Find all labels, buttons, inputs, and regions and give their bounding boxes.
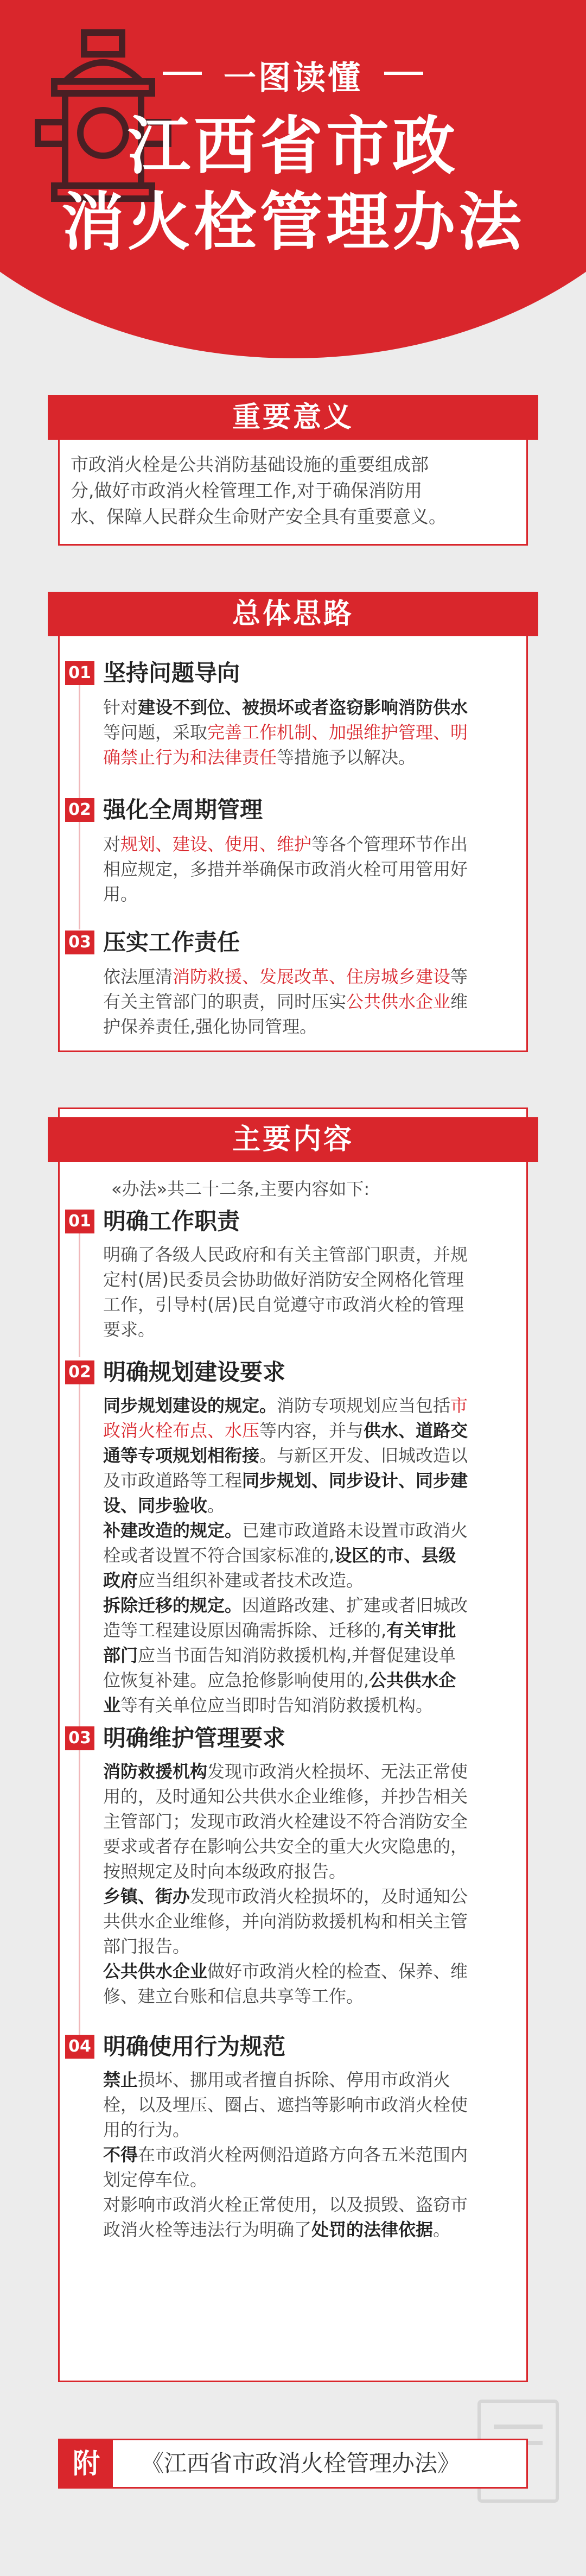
text-run: 共供水企业维修，并向消防救援机构和相关主管 [103, 1911, 468, 1932]
body-line [103, 1014, 513, 1039]
text-run: 同步规划建设的规定。 [103, 1395, 277, 1416]
body-line [103, 1518, 513, 1543]
text-run: 市 [450, 1395, 468, 1416]
body-line [103, 1393, 513, 1418]
body-line [103, 1443, 513, 1468]
text-run: 栓或者设置不符合国家标准的, [103, 1545, 335, 1566]
content-item-number: 01 [65, 1210, 94, 1233]
text-run: 有关审批 [386, 1620, 456, 1641]
body-line [103, 1984, 513, 2009]
approach-item-number: 02 [65, 798, 94, 822]
text-run: 按照规定及时向本级政府报告。 [103, 1861, 347, 1882]
approach-connector [79, 684, 80, 803]
body-line [103, 720, 513, 745]
approach-item-body [103, 695, 513, 770]
text-run: 政消火栓等违法行为明确了 [103, 2219, 312, 2240]
text-run: 公共供水企业 [103, 1961, 208, 1982]
text-run: 等问题，采取 [103, 722, 208, 743]
text-run: 设、同步验收 [103, 1495, 208, 1516]
body-line [103, 1593, 513, 1618]
text-run: 处罚的法律依据 [311, 2219, 434, 2240]
text-run: 发现市政消火栓损坏的，及时通知公 [190, 1886, 468, 1907]
text-run: 等各个管理环节作出 [311, 834, 468, 855]
text-run: 禁止 [103, 2069, 138, 2090]
text-run: 工作，引导村(居)民自觉遵守市政消火栓的管理 [103, 1294, 464, 1315]
significance-heading: 重要意义 [48, 395, 538, 440]
content-connector [79, 1749, 80, 2042]
text-run: 部门报告。 [103, 1936, 190, 1957]
text-run: 。 [207, 1495, 225, 1516]
body-line [103, 2167, 513, 2192]
content-item-title: 明确规划建设要求 [103, 1359, 286, 1385]
body-line [103, 1909, 513, 1934]
text-run: 栓，以及埋压、圈占、遮挡等影响市政消火栓使 [103, 2094, 468, 2115]
text-run: 用的，及时通知公共供水企业维修，并抄告相关 [103, 1786, 468, 1807]
text-run: 规划、建设、使用、维护 [120, 834, 312, 855]
body-line [103, 1693, 513, 1718]
content-item-body [103, 1242, 513, 1342]
content-item-number: 03 [65, 1726, 94, 1750]
text-run: 等专项规划相衔接 [120, 1445, 260, 1466]
body-line [103, 1543, 513, 1568]
text-run: 明确了各级人民政府和有关主管部门职责，并规 [103, 1244, 468, 1265]
content-item-number: 04 [65, 2035, 94, 2059]
body-line [103, 1834, 513, 1859]
text-run: 不得 [103, 2144, 138, 2165]
text-run: 在市政消火栓两侧沿道路方向各五米范围内 [138, 2144, 468, 2165]
significance-line: 分,做好市政消火栓管理工作,对于确保消防用 [71, 480, 422, 501]
body-line [103, 964, 513, 989]
approach-connector [79, 821, 80, 929]
text-run: 补建改造的规定。 [103, 1520, 243, 1541]
body-line [103, 2217, 513, 2242]
text-run: 完善工作机制、加强维护管理、明 [207, 722, 468, 743]
content-item-title: 明确工作职责 [103, 1208, 240, 1235]
text-run: 因道路改建、扩建或者旧城改 [242, 1595, 468, 1616]
body-line [103, 1568, 513, 1593]
body-line [103, 989, 513, 1014]
page-title-line2: 消火栓管理办法 [61, 186, 525, 259]
text-run: 应当书面告知消防救援机构,并督促建设单 [138, 1645, 456, 1666]
approach-item-title: 强化全周期管理 [103, 796, 263, 823]
significance-text [71, 452, 515, 530]
content-connector [79, 1383, 80, 1731]
text-run: 乡镇、街办 [103, 1886, 190, 1907]
body-line [103, 1317, 513, 1342]
text-run: 消防救援、发展改革、住房城乡建设 [173, 966, 451, 987]
body-line [103, 2067, 513, 2092]
text-run: 部门 [103, 1645, 138, 1666]
approach-item-number: 01 [65, 661, 94, 685]
significance-line: 水、保障人民群众生命财产安全具有重要意义。 [71, 506, 447, 527]
text-run: 供水、道路交 [364, 1420, 468, 1441]
appendix-bar[interactable] [58, 2439, 528, 2489]
text-run: 针对 [103, 697, 138, 718]
text-run: 要求。 [103, 1319, 156, 1340]
content-item-body [103, 1759, 513, 2009]
text-run: 相应规定，多措并举确保市政消火栓可用管用好 [103, 859, 468, 879]
text-run: 。 [433, 2219, 451, 2240]
content-item-body [103, 2067, 513, 2242]
text-run: 有关主管部门的职责，同时压实 [103, 991, 347, 1012]
text-run: 位恢复补建。应急抢修影响使用的, [103, 1670, 370, 1691]
text-run: 确禁止行为和法律责任 [103, 747, 277, 768]
approach-heading: 总体思路 [48, 592, 538, 636]
body-line [103, 1618, 513, 1643]
body-line [103, 832, 513, 857]
text-run: 划定停车位。 [103, 2169, 208, 2190]
content-item-body [103, 1393, 513, 1718]
text-run: 对 [103, 834, 121, 855]
text-run: 及市政道路等工程 [103, 1470, 243, 1491]
body-line [103, 1468, 513, 1493]
text-run: 做好市政消火栓的检查、保养、维 [207, 1961, 468, 1982]
body-line [103, 1292, 513, 1317]
text-run: 消防专项规划应当包括 [277, 1395, 451, 1416]
approach-item-number: 03 [65, 931, 94, 954]
header-kicker: 一图读懂 [224, 59, 362, 97]
text-run: 公共供水企业 [346, 991, 451, 1012]
body-line [103, 1267, 513, 1292]
page-title-line1: 江西省市政 [128, 110, 458, 183]
text-run: 发现市政消火栓损坏、无法正常使 [207, 1761, 468, 1782]
significance-line: 市政消火栓是公共消防基础设施的重要组成部 [71, 454, 429, 475]
text-run: 通 [103, 1445, 121, 1466]
content-connector [79, 1232, 80, 1357]
approach-item-title: 压实工作责任 [103, 929, 240, 955]
body-line [103, 695, 513, 720]
text-run: 设区的市、县级 [334, 1545, 456, 1566]
content-heading: 主要内容 [48, 1117, 538, 1162]
approach-item-body [103, 964, 513, 1039]
text-run: 造等工程建设原因确需拆除、迁移的, [103, 1620, 387, 1641]
kicker-line-right [384, 72, 423, 75]
body-line [103, 1959, 513, 1984]
body-line [103, 1418, 513, 1443]
body-line [103, 1493, 513, 1518]
body-line [103, 1859, 513, 1884]
approach-item-body [103, 832, 513, 907]
text-run: 等措施予以解决。 [277, 747, 416, 768]
body-line [103, 1784, 513, 1809]
text-run: 政府 [103, 1570, 138, 1591]
text-run: 用。 [103, 884, 138, 904]
header-banner [0, 0, 586, 380]
content-intro: «办法»共二十二条,主要内容如下: [111, 1179, 370, 1199]
body-line [103, 1668, 513, 1693]
text-run: 依法厘清 [103, 966, 173, 987]
text-run: 同步规划、同步设计、同步建 [242, 1470, 468, 1491]
text-run: 等有关单位应当即时告知消防救援机构。 [120, 1695, 434, 1716]
body-line [103, 1643, 513, 1668]
content-item-title: 明确维护管理要求 [103, 1725, 286, 1751]
text-run: 等内容，并与 [259, 1420, 364, 1441]
text-run: 已建市政道路未设置市政消火 [242, 1520, 468, 1541]
text-run: 应当组织补建或者技术改造。 [138, 1570, 364, 1591]
text-run: 损坏、挪用或者擅自拆除、停用市政消火 [138, 2069, 451, 2090]
body-line [103, 1884, 513, 1909]
text-run: 消防救援机构 [103, 1761, 208, 1782]
appendix-link[interactable]: 《江西省市政消火栓管理办法》 [141, 2450, 461, 2477]
body-line [103, 1934, 513, 1959]
body-line [103, 2092, 513, 2117]
body-line [103, 857, 513, 882]
body-line [103, 2117, 513, 2142]
text-run: 等 [450, 966, 468, 987]
text-run: 。与新区开发、旧城改造以 [259, 1445, 468, 1466]
text-run: 要求或者存在影响公共安全的重大火灾隐患的， [103, 1836, 468, 1857]
body-line [103, 882, 513, 907]
content-item-title: 明确使用行为规范 [103, 2033, 286, 2060]
text-run: 对影响市政消火栓正常使用，以及损毁、盗窃市 [103, 2194, 468, 2215]
text-run: 建设不到位、被损坏或者盗窃影响消防供水 [138, 697, 468, 718]
text-run: 修、建立台账和信息共享等工作。 [103, 1986, 364, 2007]
text-run: 政消火栓布点、水压 [103, 1420, 260, 1441]
content-item-number: 02 [65, 1360, 94, 1384]
text-run: 主管部门；发现市政消火栓建设不符合消防安全 [103, 1811, 468, 1832]
text-run: 维 [450, 991, 468, 1012]
text-run: 公共供水企 [369, 1670, 456, 1691]
appendix-tag: 附 [60, 2440, 113, 2487]
text-run: 拆除迁移的规定。 [103, 1595, 243, 1616]
body-line [103, 1809, 513, 1834]
body-line [103, 745, 513, 770]
body-line [103, 1242, 513, 1267]
text-run: 用的行为。 [103, 2119, 190, 2140]
text-run: 护保养责任,强化协同管理。 [103, 1016, 317, 1037]
body-line [103, 1759, 513, 1784]
body-line [103, 2192, 513, 2217]
text-run: 业 [103, 1695, 121, 1716]
approach-item-title: 坚持问题导向 [103, 660, 240, 686]
text-run: 定村(居)民委员会协助做好消防安全网格化管理 [103, 1269, 464, 1290]
body-line [103, 2142, 513, 2167]
